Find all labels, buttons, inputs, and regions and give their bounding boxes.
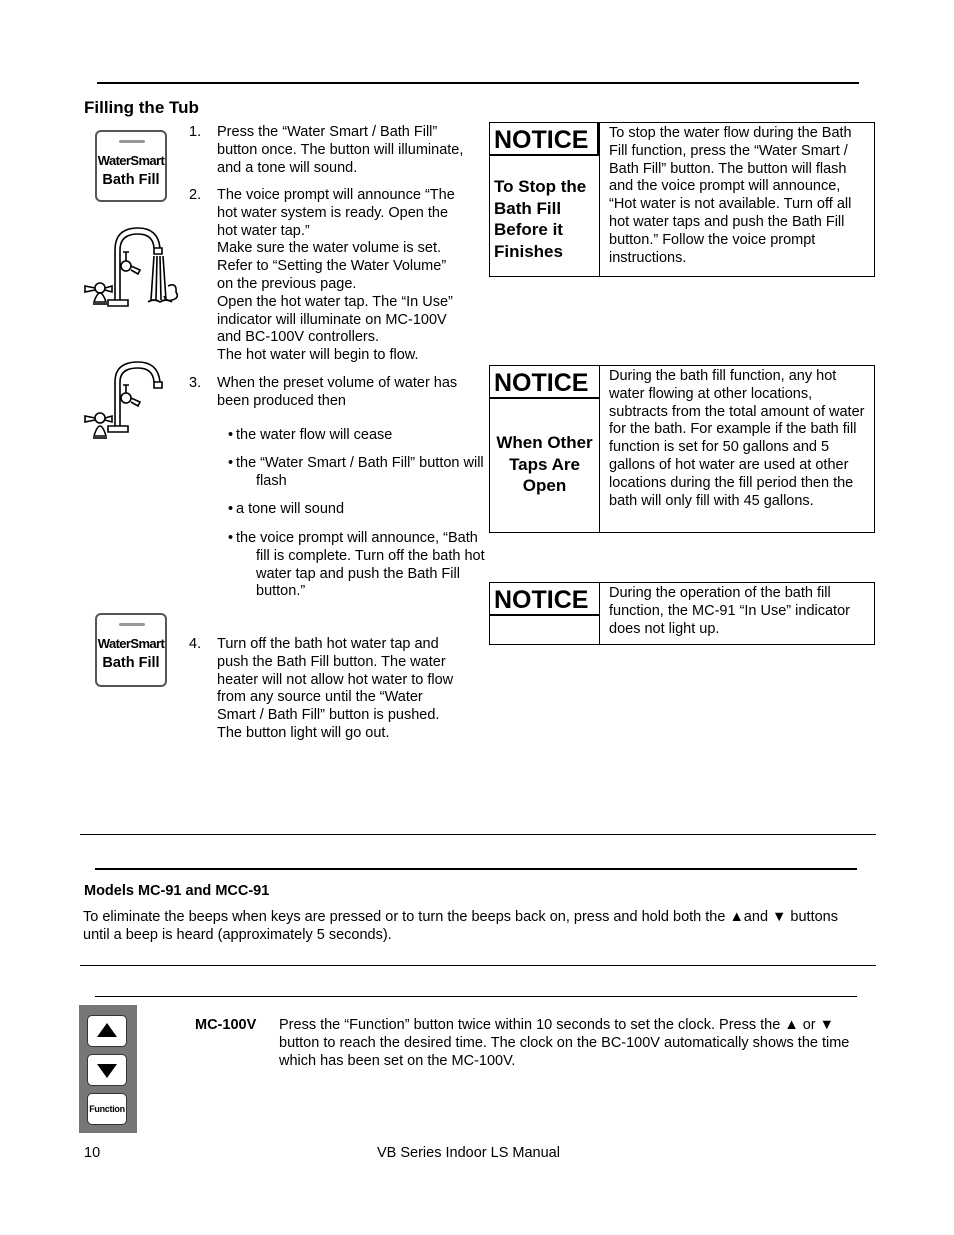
notice-title: NOTICE [490,583,599,616]
notice-body: During the operation of the bath fill function, the MC-91 “In Use” indicator does not light up. [609,585,850,637]
notice-subtitle: To Stop the Bath Fill Before it Finishes [494,177,587,261]
faucet-off-icon [82,358,172,448]
faucet-running-icon [82,222,182,314]
step-3: 3. When the preset volume of water has been produced then [189,375,458,409]
watersmart-button-icon: WaterSmart Bath Fill [95,130,167,202]
bullet-item: • the “Water Smart / Bath Fill” button will flash [228,455,484,489]
notice-subtitle: When Other Taps Are Open [496,433,593,495]
section-rule [95,996,857,997]
bullet-item: • the voice prompt will announce, “Bath fill is complete. Turn off the bath hot water tap and push the Bath Fill button.” [228,530,485,600]
function-button[interactable]: Function [87,1093,127,1125]
notice-body: To stop the water flow during the Bath Fill function, press the “Water Smart / Bath Fill” button. The button will flash and the voice prompt will announce, “Hot water is not available. Turn off all hot water taps and push the Bath Fill button.” Follow the voice prompt instructions. [609,125,852,266]
down-arrow-button[interactable] [87,1054,127,1086]
step-2: 2. The voice prompt will announce “The hot water system is ready. Open the hot water tap.” Make sure the water volume is set. Refer to “Setting the Water Volume” on the previous page. Open the hot water tap. The “In Use” indicator will illuminate on MC-100V and BC-100V controllers. The hot water will begin to flow. [189,187,455,364]
notice-box-in-use [489,582,875,645]
notice-box-other-taps [489,365,875,533]
up-arrow-button[interactable] [87,1015,127,1047]
step-1: 1. Press the “Water Smart / Bath Fill” button once. The button will illuminate, and a tone will sound. [189,124,464,176]
clock-model-label: MC-100V [195,1017,257,1033]
beeps-text: To eliminate the beeps when keys are pressed or to turn the beeps back on, press and hold both the ▲and ▼ buttons until a beep is heard (approximately 5 seconds). [83,909,838,943]
step-4: 4. Turn off the bath hot water tap and push the Bath Fill button. The water heater will not allow hot water to flow from any source until the “Water Smart / Bath Fill” button is pushed. The button light will go out. [189,636,454,741]
section-divider [80,834,876,835]
notice-body: During the bath fill function, any hot water flowing at other locations, subtracts from the total amount of water for the bath. For example if the bath fill function is set for 50 gallons and 5 gallons of hot water are used at other locations during the fill period then the bath will only fill with 45 gallons. [609,368,865,509]
section-rule [95,868,857,870]
bullet-item: • a tone will sound [228,501,345,517]
section-divider [80,965,876,966]
mc-100v-controller [79,1005,137,1133]
watersmart-button-icon: WaterSmart Bath Fill [95,613,167,687]
top-rule [97,82,859,84]
notice-box-stop-bath-fill [489,122,875,277]
manual-title: VB Series Indoor LS Manual [377,1145,560,1161]
page-number: 10 [84,1145,101,1161]
section-title: Filling the Tub [84,98,199,117]
notice-title: NOTICE [490,123,599,156]
clock-text: Press the “Function” button twice within 10 seconds to set the clock. Press the ▲ or ▼ button to reach the desired time. The clock on the BC-100V automatically shows the time which has been set on the MC-100V. [279,1017,850,1069]
beeps-title: Models MC-91 and MCC-91 [84,883,270,899]
notice-title: NOTICE [490,366,599,399]
bullet-item: • the water flow will cease [228,427,393,443]
